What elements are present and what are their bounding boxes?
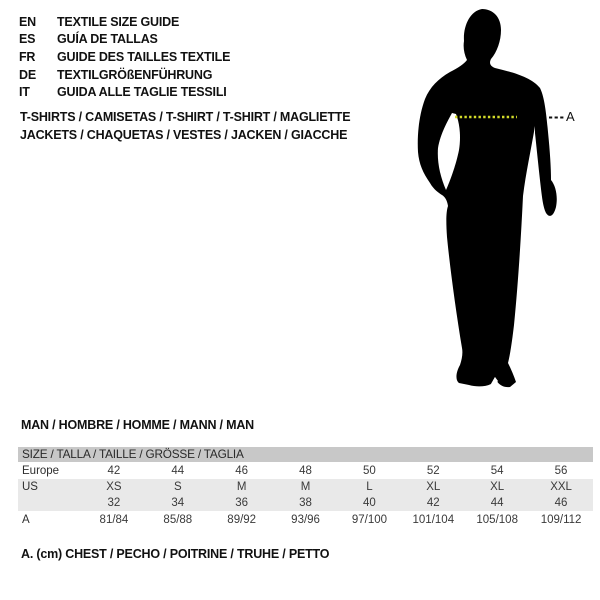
size-value: 32 [107,497,121,509]
row-label: Europe [22,464,60,477]
size-value: 54 [490,464,504,477]
size-value: 109/112 [540,513,582,526]
size-value: 46 [554,497,568,509]
size-value: 34 [171,497,185,509]
category-jackets: JACKETS / CHAQUETAS / VESTES / JACKEN / GIACCHE [20,127,348,142]
size-value: M [236,481,247,493]
size-value: 48 [299,464,312,477]
language-code: IT [19,85,30,100]
table-row-us-numeric [18,495,593,511]
size-value: 50 [363,464,376,477]
size-value: S [173,481,182,493]
size-value: 36 [235,497,249,509]
language-row-de [19,66,230,84]
size-value: 46 [235,464,249,477]
size-value: XS [106,481,122,493]
language-row-fr [19,48,230,66]
table-row-chest-a [18,511,593,528]
language-code: FR [19,49,36,64]
garment-category-block [20,109,350,144]
size-value: 97/100 [351,513,388,526]
size-value: 44 [490,497,504,509]
measure-label-a: A [566,109,575,124]
size-value: XXL [550,481,572,493]
size-value: XL [426,481,441,493]
size-table [18,447,593,528]
language-title: TEXTILE SIZE GUIDE [57,14,180,29]
size-value: 40 [363,497,376,509]
language-title-block [19,13,230,101]
size-value: 38 [299,497,312,509]
size-value: 93/96 [291,513,320,526]
size-value: XL [490,481,505,493]
language-title: GUIDE DES TAILLES TEXTILE [57,49,231,64]
size-table-header: SIZE / TALLA / TAILLE / GRÖSSE / TAGLIA [18,447,593,462]
language-code: EN [19,14,36,29]
size-value: 56 [554,464,568,477]
size-value: 105/108 [476,513,518,526]
language-code: DE [19,67,36,82]
size-value: 85/88 [163,513,193,526]
man-silhouette-figure [390,0,600,400]
section-title-man: MAN / HOMBRE / HOMME / MANN / MAN [21,418,254,432]
size-value: 89/92 [227,513,257,526]
size-value: 101/104 [412,513,455,526]
table-row-europe [18,462,593,479]
size-value: 42 [426,497,440,509]
size-value: 42 [107,464,121,477]
language-title: GUIDA ALLE TAGLIE TESSILI [57,85,227,100]
size-value: 52 [426,464,440,477]
size-value: 81/84 [99,513,129,526]
language-row-es [19,31,230,49]
language-row-en [19,13,230,31]
size-value: 44 [171,464,185,477]
table-row-us [18,479,593,495]
language-title: TEXTILGRÖßENFÜHRUNG [57,67,213,82]
man-silhouette-path [418,9,557,387]
language-code: ES [19,32,36,47]
size-value: L [366,481,373,493]
category-tshirts: T-SHIRTS / CAMISETAS / T-SHIRT / T-SHIRT / MAGLIETTE [20,110,351,124]
measurement-footnote: A. (cm) CHEST / PECHO / POITRINE / TRUHE / PETTO [21,547,330,561]
language-title: GUÍA DE TALLAS [57,32,158,47]
language-row-it [19,83,230,101]
man-silhouette-icon [390,0,600,400]
row-label: US [22,481,38,493]
row-label: A [22,513,30,526]
size-value: M [300,481,311,493]
